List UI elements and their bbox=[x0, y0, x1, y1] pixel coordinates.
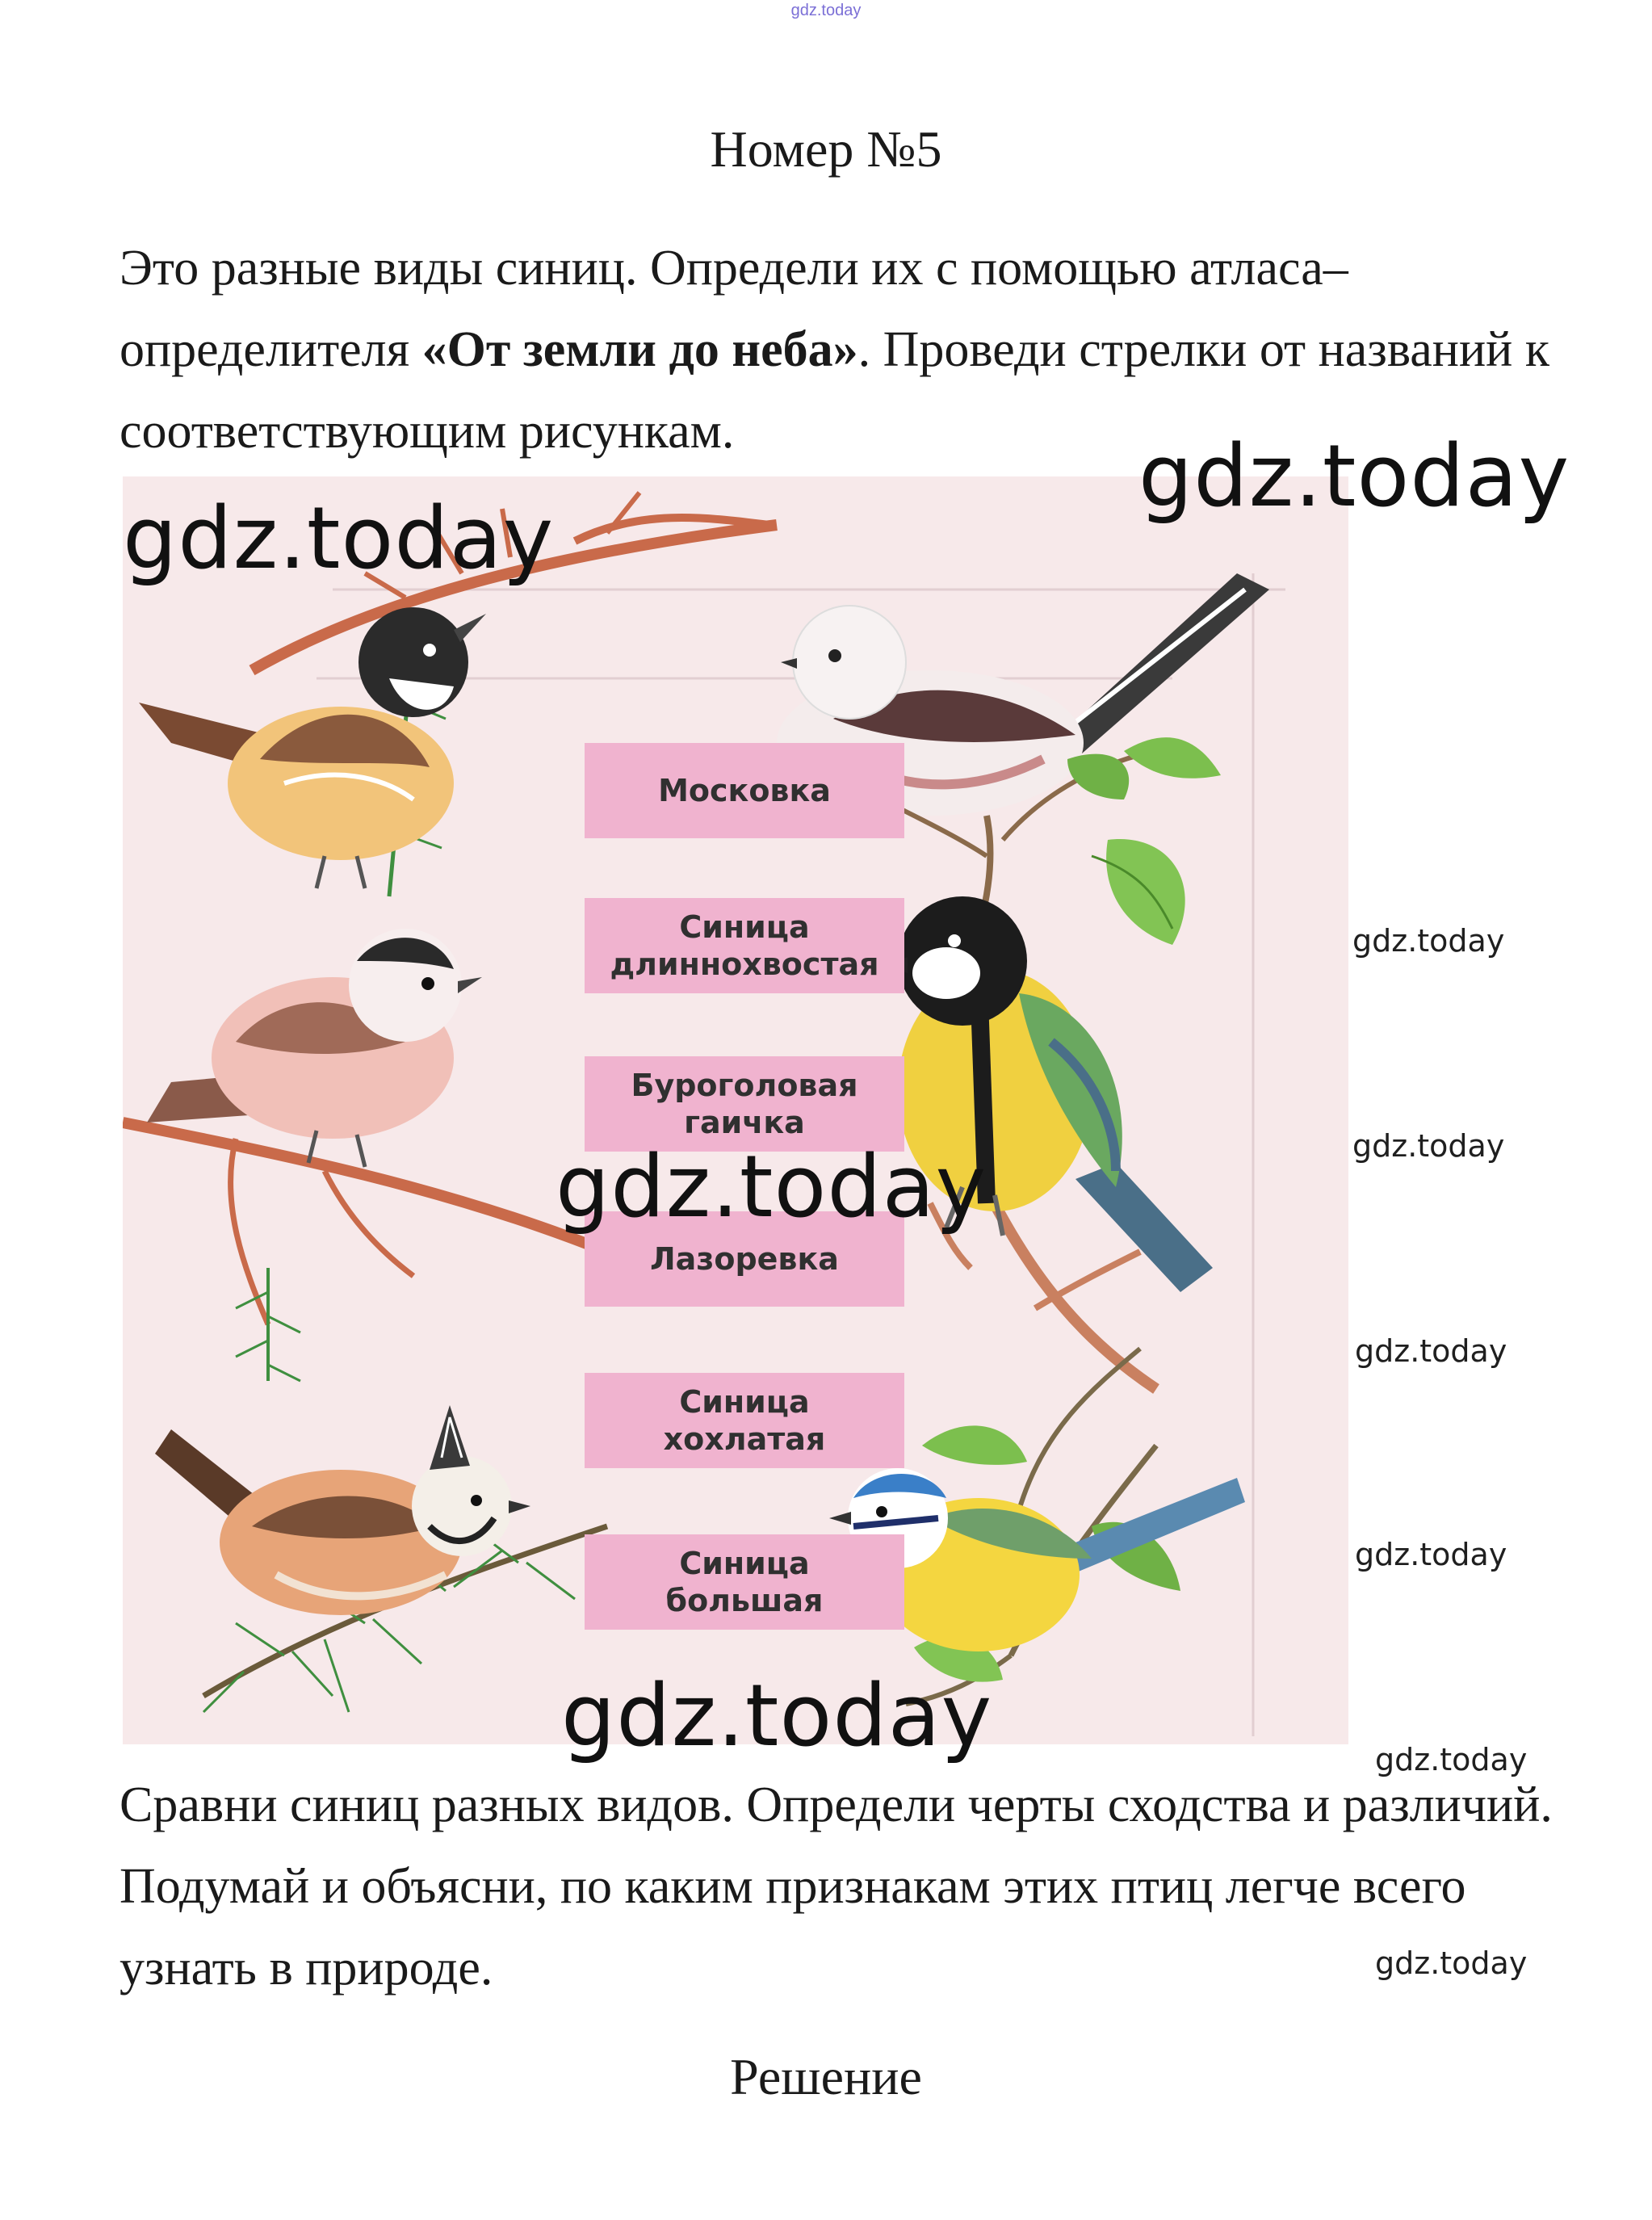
watermark: gdz.today bbox=[123, 489, 555, 588]
label-crested-tit[interactable] bbox=[585, 1373, 904, 1468]
top-watermark: gdz.today bbox=[790, 2, 862, 19]
watermark: gdz.today bbox=[1375, 1945, 1528, 1981]
task-intro-text-1: Это разные виды синиц. Определи их с помощью атласа–определителя bbox=[119, 241, 1348, 377]
crested-tit-illustration bbox=[155, 1405, 607, 1712]
label-long-tailed-tit-line1: Синица bbox=[679, 909, 810, 945]
watermark: gdz.today bbox=[1352, 923, 1505, 959]
watermark: gdz.today bbox=[556, 1137, 987, 1236]
watermark: gdz.today bbox=[561, 1666, 993, 1765]
watermark: gdz.today bbox=[1375, 1742, 1528, 1777]
watermark: gdz.today bbox=[1138, 426, 1570, 526]
label-willow-tit-line1: Буроголовая bbox=[631, 1068, 858, 1103]
label-willow-tit-line2: гаичка bbox=[684, 1105, 805, 1140]
label-crested-tit-line2: хохлатая bbox=[663, 1421, 826, 1457]
label-great-tit-line2: большая bbox=[665, 1583, 824, 1618]
label-crested-tit-line1: Синица bbox=[679, 1384, 810, 1420]
watermark: gdz.today bbox=[1355, 1537, 1507, 1572]
willow-tit-illustration bbox=[123, 929, 607, 1381]
label-blue-tit-line1: Лазоревка bbox=[650, 1241, 839, 1277]
label-great-tit[interactable] bbox=[585, 1534, 904, 1630]
label-moskovka-line1: Московка bbox=[658, 773, 831, 808]
task-compare: Сравни синиц разных видов. Определи черты сходства и различий. Подумай и объясни, по каким признакам этих птиц легче всего узнать в природе. bbox=[119, 1777, 1553, 1995]
label-long-tailed-tit[interactable] bbox=[585, 898, 904, 993]
label-moskovka[interactable] bbox=[585, 743, 904, 838]
page-title: Номер №5 bbox=[710, 120, 942, 178]
label-great-tit-line1: Синица bbox=[679, 1546, 810, 1581]
solution-heading: Решение bbox=[730, 2048, 922, 2105]
watermark: gdz.today bbox=[1355, 1333, 1507, 1369]
watermark: gdz.today bbox=[1352, 1128, 1505, 1164]
atlas-name: «От земли до неба» bbox=[421, 322, 858, 377]
label-long-tailed-tit-line2: длиннохвостая bbox=[610, 946, 879, 982]
birds-figure bbox=[123, 476, 1348, 1744]
task-intro-text-2: . Проведи стрелки от названий к соответствующим рисункам. bbox=[119, 322, 1549, 459]
